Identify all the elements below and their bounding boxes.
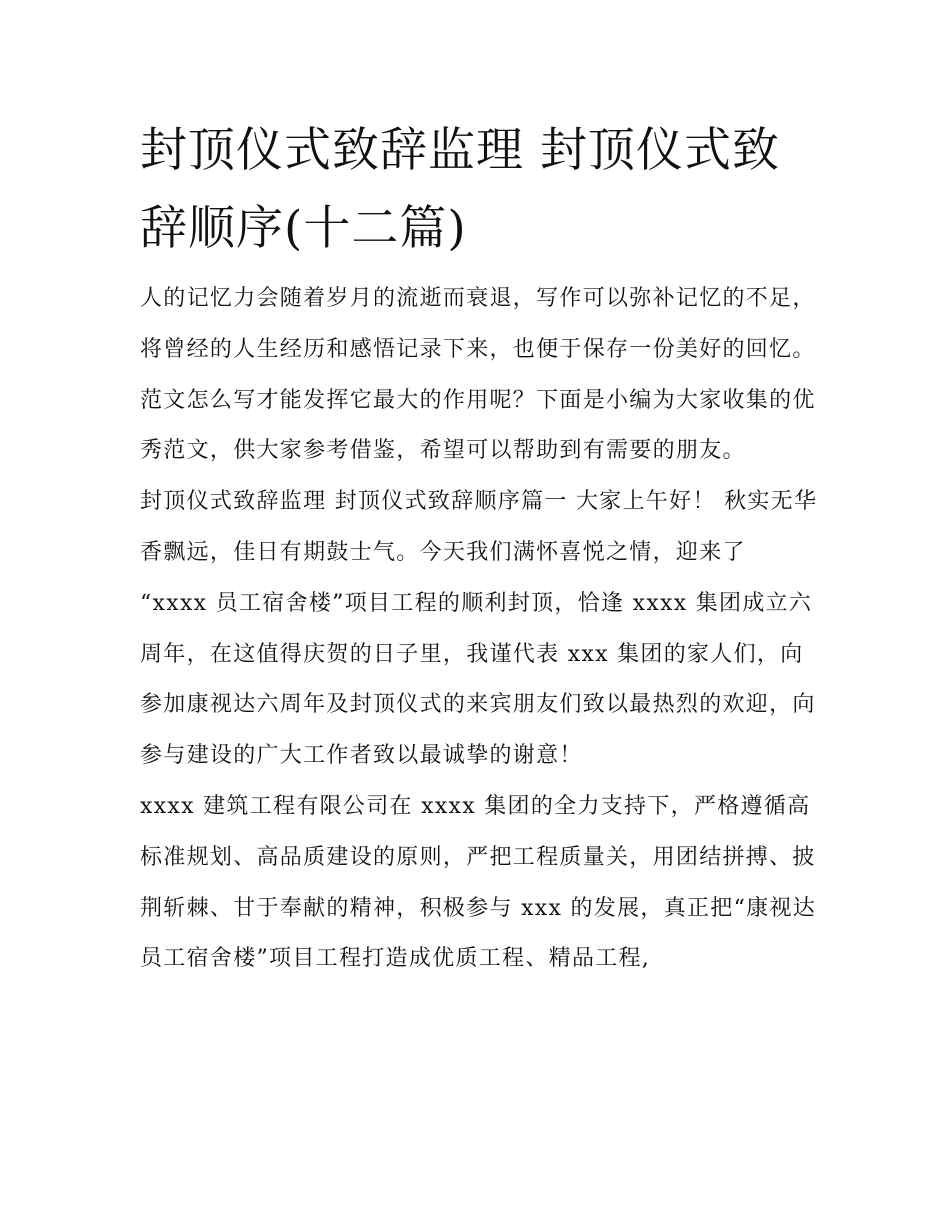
document-page bbox=[140, 112, 820, 985]
intro-paragraph: 人的记忆力会随着岁月的流逝而衰退，写作可以弥补记忆的不足，将曾经的人生经历和感悟记录下来，也便于保存一份美好的回忆。范文怎么写才能发挥它最大的作用呢？下面是小编为大家收集的优秀范文，供大家参考借鉴，希望可以帮助到有需要的朋友。 bbox=[140, 286, 816, 464]
project-capping-paragraph: “xxxx 员工宿舍楼”项目工程的顺利封顶，恰逢 xxxx 集团成立六周年，在这值得庆贺的日子里，我谨代表 xxx 集团的家人们，向参加康视达六周年及封顶仪式的来宾朋友们致以最热烈的欢迎，向参与建设的广大工作者致以最诚挚的谢意！ bbox=[140, 590, 816, 769]
document-body bbox=[140, 274, 820, 985]
speech-opening-paragraph: 封顶仪式致辞监理 封顶仪式致辞顺序篇一 大家上午好！ 秋实无华香飘远，佳日有期鼓士气。今天我们满怀喜悦之情，迎来了 bbox=[140, 489, 818, 565]
document-title: 封顶仪式致辞监理 封顶仪式致辞顺序(十二篇) bbox=[140, 123, 780, 256]
construction-company-paragraph: xxxx 建筑工程有限公司在 xxxx 集团的全力支持下，严格遵循高标准规划、高品质建设的原则，严把工程质量关，用团结拼搏、披荆斩棘、甘于奉献的精神，积极参与 xxx 的发展，真正把“康视达员工宿舍楼”项目工程打造成优质工程、精品工程, bbox=[140, 793, 817, 972]
